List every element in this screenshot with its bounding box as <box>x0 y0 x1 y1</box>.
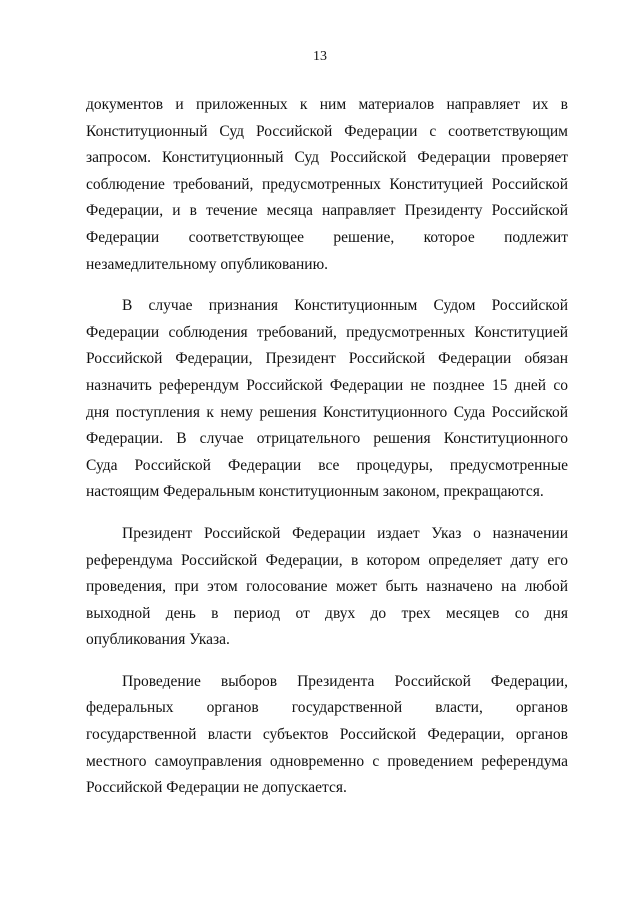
text-line: В случае признания Конституционным Судом Российской <box>122 297 568 315</box>
text-line: опубликования Указа. <box>86 631 230 649</box>
text-line: Проведение выборов Президента Российской Федерации, <box>122 672 568 690</box>
paragraph <box>86 669 568 802</box>
paragraph <box>86 293 568 506</box>
text-line: федеральных органов государственной власти, органов <box>86 699 568 717</box>
document-body <box>86 92 568 817</box>
text-line: Российской Федерации не допускается. <box>86 779 347 797</box>
paragraph <box>86 521 568 654</box>
text-line: соблюдение требований, предусмотренных Конституцией Российской <box>86 175 568 193</box>
text-line: незамедлительному опубликованию. <box>86 255 329 273</box>
text-line: референдума Российской Федерации, в котором определяет дату его <box>86 551 568 569</box>
text-line: выходной день в период от двух до трех месяцев со дня <box>86 604 568 622</box>
page-number: 13 <box>313 49 327 64</box>
text-line: документов и приложенных к ним материалов направляет их в <box>86 96 568 113</box>
text-line: Президент Российской Федерации издает Указ о назначении <box>122 524 568 542</box>
paragraph <box>86 92 568 278</box>
text-line: государственной власти субъектов Российской Федерации, органов <box>86 726 568 744</box>
text-line: настоящим Федеральным конституционным законом, прекращаются. <box>86 483 544 501</box>
text-line: Конституционный Суд Российской Федерации с соответствующим <box>86 122 568 140</box>
text-line: запросом. Конституционный Суд Российской Федерации проверяет <box>86 149 568 167</box>
text-line: местного самоуправления одновременно с проведением референдума <box>86 752 568 770</box>
text-line: Российской Федерации, Президент Российской Федерации обязан <box>86 350 568 368</box>
text-line: Федерации. В случае отрицательного решения Конституционного <box>86 430 568 448</box>
text-line: дня поступления к нему решения Конституционного Суда Российской <box>86 403 568 421</box>
text-line: проведения, при этом голосование может быть назначено на любой <box>86 578 568 596</box>
text-line: Суда Российской Федерации все процедуры, предусмотренные <box>86 456 568 474</box>
text-line: назначить референдум Российской Федерации не позднее 15 дней со <box>86 376 568 394</box>
text-line: Федерации, и в течение месяца направляет Президенту Российской <box>86 202 568 220</box>
text-line: Федерации соответствующее решение, которое подлежит <box>86 228 568 246</box>
text-line: Федерации соблюдения требований, предусмотренных Конституцией <box>86 323 568 341</box>
